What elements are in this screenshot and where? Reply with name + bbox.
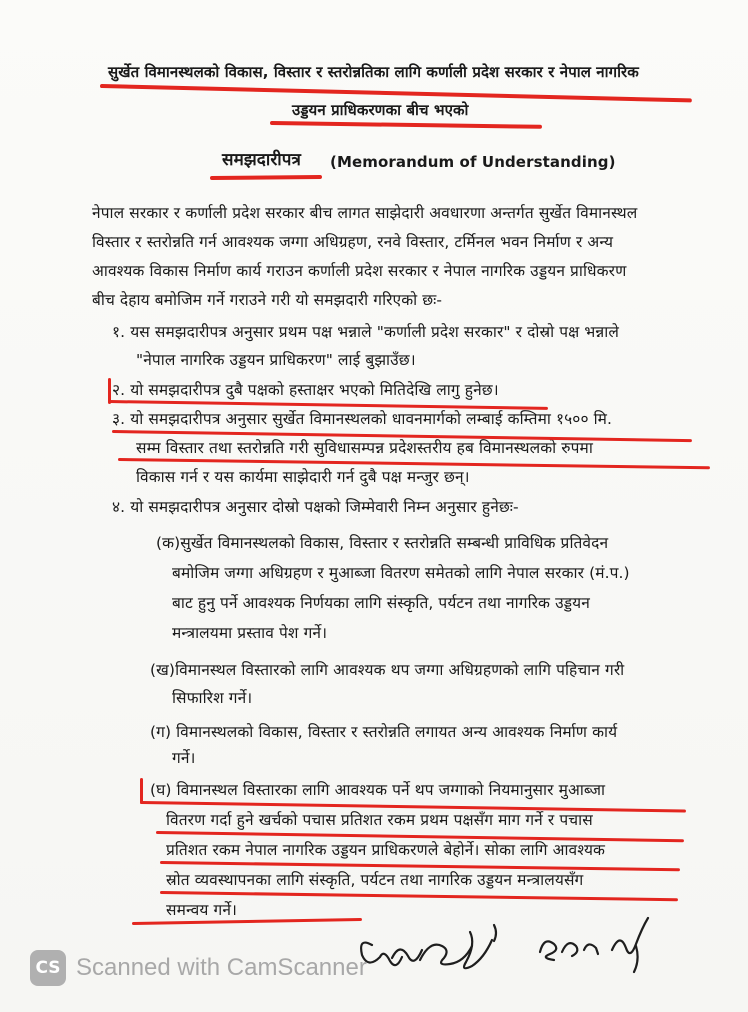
clause-4-kha-line-2: सिफारिश गर्ने। (172, 689, 253, 707)
clause-4-gha-line-2: वितरण गर्दा हुने खर्चको पचास प्रतिशत रकम प्रथम पक्षसँग माग गर्ने र पचास (166, 811, 593, 829)
intro-line-4: बीच देहाय बमोजिम गर्ने गराउने गरी यो समझदारी गरिएको छः- (92, 291, 443, 309)
clause-4-kha-line-1: (ख)विमानस्थल विस्तारको लागि आवश्यक थप जग्गा अधिग्रहणको लागि पहिचान गरी (150, 661, 625, 679)
heading-english: (Memorandum of Understanding) (330, 153, 616, 171)
camscanner-watermark (30, 948, 367, 988)
watermark-text: Scanned with CamScanner (76, 954, 367, 981)
clause-2-line-1: २. यो समझदारीपत्र दुबै पक्षको हस्ताक्षर भएको मितिदेखि लागु हुनेछ। (112, 381, 499, 399)
clause-4-ka-line-2: बमोजिम जग्गा अधिग्रहण र मुआब्जा वितरण समेतको लागि नेपाल सरकार (मं.प.) (172, 564, 630, 582)
clause-3-line-1: ३. यो समझदारीपत्र अनुसार सुर्खेत विमानस्थलको धावनमार्गको लम्बाई कम्तिमा १५०० मि. (112, 410, 613, 428)
intro-line-1: नेपाल सरकार र कर्णाली प्रदेश सरकार बीच लागत साझेदारी अवधारणा अन्तर्गत सुर्खेत विमानस्थल (92, 204, 638, 222)
title-line-1: सुर्खेत विमानस्थलको विकास, विस्तार र स्तरोन्नतिका लागि कर्णाली प्रदेश सरकार र नेपाल नागरिक (108, 63, 639, 81)
heading-nepali: समझदारीपत्र (222, 150, 302, 170)
camscanner-logo-icon: CS (30, 950, 66, 986)
clause-1-line-1: १. यस समझदारीपत्र अनुसार प्रथम पक्ष भन्नाले "कर्णाली प्रदेश सरकार" र दोस्रो पक्ष भन्नाले (112, 323, 619, 341)
clause-3-line-2: सम्म विस्तार तथा स्तरोन्नति गरी सुविधासम्पन्न प्रदेशस्तरीय हब विमानस्थलको रुपमा (136, 439, 593, 457)
clause-4-gha-line-5: समन्वय गर्ने। (166, 901, 238, 919)
intro-line-2: विस्तार र स्तरोन्नति गर्न आवश्यक जग्गा अधिग्रहण, रनवे विस्तार, टर्मिनल भवन निर्माण र अन्य (92, 233, 614, 251)
clause-4-gha-line-4: स्रोत व्यवस्थापनका लागि संस्कृति, पर्यटन तथा नागरिक उड्डयन मन्त्रालयसँग (166, 871, 584, 889)
clause-4-ga-line-2: गर्ने। (172, 749, 196, 767)
clause-4-ka-line-3: बाट हुनु पर्ने आवश्यक निर्णयका लागि संस्कृति, पर्यटन तथा नागरिक उड्डयन (172, 594, 590, 612)
clause-4-gha-line-1: (घ) विमानस्थल विस्तारका लागि आवश्यक पर्ने थप जग्गाको नियमानुसार मुआब्जा (150, 781, 606, 799)
clause-3-line-3: विकास गर्न र यस कार्यमा साझेदारी गर्न दुबै पक्ष मन्जुर छन्। (136, 468, 470, 486)
title-line-2: उड्डयन प्राधिकरणका बीच भएको (292, 101, 469, 119)
intro-line-3: आवश्यक विकास निर्माण कार्य गराउन कर्णाली प्रदेश सरकार र नेपाल नागरिक उड्डयन प्राधिकरण (92, 262, 627, 280)
clause-4-ka-line-4: मन्त्रालयमा प्रस्ताव पेश गर्ने। (172, 624, 328, 642)
clause-1-line-2: "नेपाल नागरिक उड्डयन प्राधिकरण" लाई बुझाउँछ। (136, 351, 416, 369)
clause-4-intro: ४. यो समझदारीपत्र अनुसार दोस्रो पक्षको जिम्मेवारी निम्न अनुसार हुनेछः- (112, 498, 519, 516)
clause-4-ga-line-1: (ग) विमानस्थलको विकास, विस्तार र स्तरोन्नति लगायत अन्य आवश्यक निर्माण कार्य (150, 723, 618, 741)
clause-4-gha-line-3: प्रतिशत रकम नेपाल नागरिक उड्डयन प्राधिकरणले बेहोर्ने। सोका लागि आवश्यक (166, 841, 606, 859)
clause-4-ka-line-1: (क)सुर्खेत विमानस्थलको विकास, विस्तार र स्तरोन्नति सम्बन्धी प्राविधिक प्रतिवेदन (156, 534, 609, 552)
